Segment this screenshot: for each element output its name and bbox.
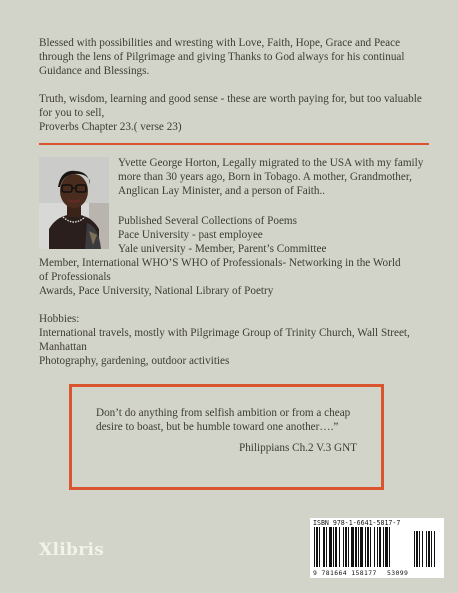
addon-bar xyxy=(431,531,432,567)
bio-line: Anglican Lay Minister, and a person of Faith.. xyxy=(118,185,326,197)
addon-bar xyxy=(422,531,423,567)
barcode-bar xyxy=(348,527,349,567)
isbn-number: ISBN 978-1-6641-5817-7 xyxy=(313,519,401,527)
addon-bar xyxy=(419,531,420,567)
isbn-barcode xyxy=(310,518,444,578)
barcode-bar xyxy=(314,527,315,567)
barcode-digits xyxy=(313,569,408,577)
publications-line: Published Several Collections of Poems xyxy=(118,215,297,227)
quote-line: desire to boast, but be humble toward one another….” xyxy=(96,421,339,433)
proverb-line: Truth, wisdom, learning and good sense - these are worth paying for, but too valuable xyxy=(39,93,422,105)
barcode-bar xyxy=(377,527,378,567)
intro-text xyxy=(39,36,429,134)
addon-bar xyxy=(428,531,430,567)
hobby-line: Manhattan xyxy=(39,341,87,353)
barcode-bar xyxy=(383,527,384,567)
ean-digits: 9 781664 158177 xyxy=(313,569,377,577)
proverb-citation: Proverbs Chapter 23.( verse 23) xyxy=(39,121,182,133)
barcode-bar xyxy=(345,527,347,567)
barcode-bar xyxy=(385,527,388,567)
barcode-bar xyxy=(389,527,390,567)
bio-line: Yvette George Horton, Legally migrated to the USA with my family xyxy=(118,157,424,169)
price-addon: 53099 xyxy=(386,569,409,577)
barcode-bar xyxy=(316,527,318,567)
barcode-bar xyxy=(329,527,332,567)
bio-line: more than 30 years ago, Born in Tobago. A mother, Grandmother, xyxy=(118,171,412,183)
barcode-bars xyxy=(314,527,440,569)
addon-bar xyxy=(414,531,415,567)
quote-line: Don’t do anything from selfish ambition or from a cheap xyxy=(96,407,351,419)
barcode-bar xyxy=(358,527,359,567)
divider-rule xyxy=(39,143,429,145)
author-credentials xyxy=(39,214,434,368)
barcode-bar xyxy=(365,527,366,567)
barcode-bar xyxy=(333,527,334,567)
author-bio-intro xyxy=(118,156,434,198)
barcode-bar xyxy=(339,527,340,567)
quote-text xyxy=(96,406,358,434)
membership-line: Member, International WHO’S WHO of Professionals- Networking in the World xyxy=(39,257,401,269)
hobby-line: International travels, mostly with Pilgrimage Group of Trinity Church, Wall Street, xyxy=(39,327,410,339)
barcode-bar xyxy=(335,527,337,567)
barcode-bar xyxy=(355,527,357,567)
barcode-bar xyxy=(367,527,369,567)
barcode-bar xyxy=(360,527,363,567)
addon-bar xyxy=(416,531,418,567)
barcode-bar xyxy=(351,527,354,567)
barcode-bar xyxy=(379,527,381,567)
isbn-label xyxy=(313,519,400,527)
barcode-bar xyxy=(326,527,327,567)
membership-line: of Professionals xyxy=(39,271,111,283)
employment-line: Pace University - past employee xyxy=(118,229,263,241)
barcode-bar xyxy=(323,527,325,567)
addon-bar xyxy=(426,531,427,567)
intro-line: Blessed with possibilities and wresting with Love, Faith, Hope, Grace and Peace xyxy=(39,37,401,49)
yale-line: Yale university - Member, Parent’s Committee xyxy=(118,243,327,255)
intro-line: through the lens of Pilgrimage and giving Thanks to God always for his continual xyxy=(39,51,405,63)
scripture-quote-box xyxy=(69,384,384,490)
awards-line: Awards, Pace University, National Library of Poetry xyxy=(39,285,274,297)
addon-bar xyxy=(434,531,435,567)
barcode-bar xyxy=(370,527,371,567)
quote-citation: Philippians Ch.2 V.3 GNT xyxy=(238,442,357,454)
hobby-line: Photography, gardening, outdoor activities xyxy=(39,355,230,367)
publisher-logo: Xlibris xyxy=(39,540,105,560)
barcode-bar xyxy=(343,527,344,567)
proverb-line: for you to sell, xyxy=(39,107,105,119)
intro-line: Guidance and Blessings. xyxy=(39,65,150,77)
barcode-bar xyxy=(319,527,320,567)
hobbies-heading: Hobbies: xyxy=(39,313,80,325)
barcode-bar xyxy=(374,527,375,567)
